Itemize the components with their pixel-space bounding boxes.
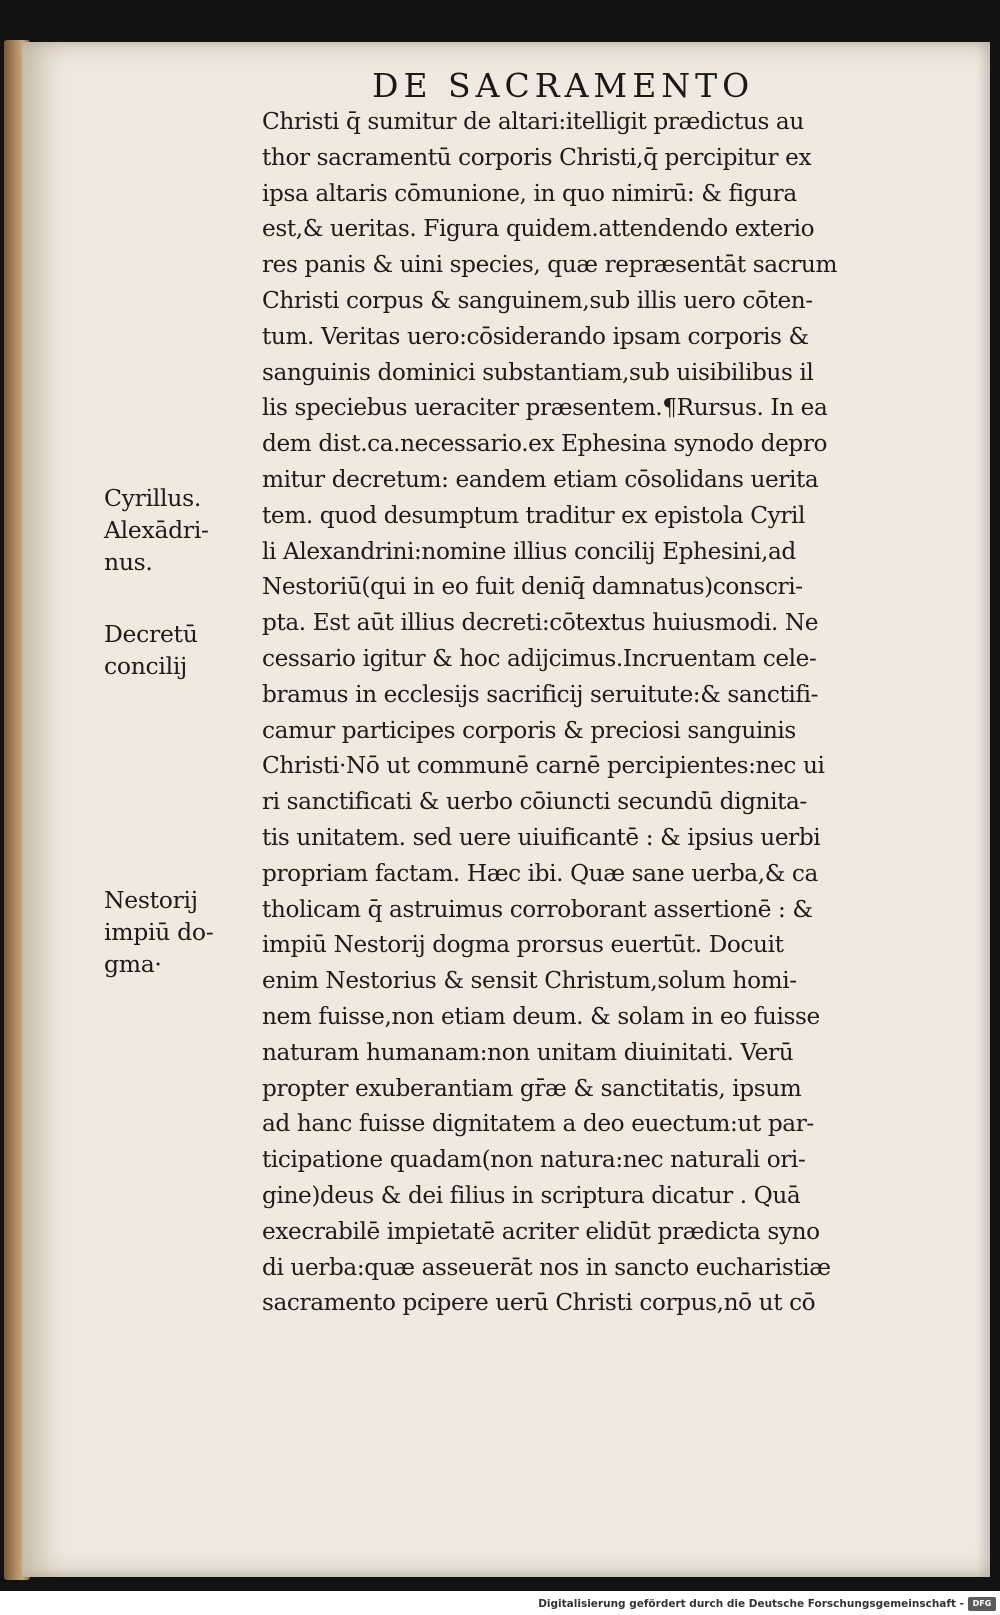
- text-line: res panis & uini species, quæ repræsentāt sacrum: [262, 251, 838, 279]
- text-line: bramus in ecclesijs sacrificij seruitute:& sanctifi-: [262, 680, 819, 708]
- margin-note-nestorius: [104, 884, 254, 980]
- margin-note-line: Alexādri-: [104, 516, 209, 544]
- margin-note-line: Cyrillus.: [104, 484, 202, 512]
- margin-note-decretum: [104, 618, 254, 682]
- text-line: gine)deus & dei filius in scriptura dicatur . Quā: [262, 1181, 801, 1209]
- text-line: cessario igitur & hoc adijcimus.Incruentam cele-: [262, 644, 817, 672]
- text-line: di uerba:quæ asseuerāt nos in sancto eucharistiæ: [262, 1253, 831, 1281]
- running-head: DE SACRAMENTO: [372, 66, 755, 105]
- text-line: camur participes corporis & preciosi sanguinis: [262, 716, 796, 744]
- text-line: ticipatione quadam(non natura:nec naturali ori-: [262, 1146, 806, 1174]
- text-line: tem. quod desumptum traditur ex epistola Cyril: [262, 501, 806, 529]
- text-line: ipsa altaris cōmunione, in quo nimirū: & figura: [262, 179, 797, 207]
- margin-note-line: gma·: [104, 950, 162, 978]
- text-line: dem dist.ca.necessario.ex Ephesina synodo depro: [262, 430, 828, 458]
- text-line: tis unitatem. sed uere uiuificantē : & ipsius uerbi: [262, 823, 821, 851]
- text-line: pta. Est aūt illius decreti:cōtextus huiusmodi. Ne: [262, 609, 819, 637]
- text-line: propriam factam. Hæc ibi. Quæ sane uerba,& ca: [262, 859, 818, 887]
- text-line: est,& ueritas. Figura quidem.attendendo exterio: [262, 215, 815, 243]
- margin-note-line: impiū do-: [104, 918, 214, 946]
- margin-note-line: Decretū: [104, 620, 198, 648]
- text-line: lis speciebus ueraciter præsentem.¶Rursus. In ea: [262, 394, 828, 422]
- text-line: mitur decretum: eandem etiam cōsolidans uerita: [262, 465, 819, 493]
- dfg-logo: DFG: [968, 1597, 996, 1611]
- text-line: ri sanctificati & uerbo cōiuncti secundū dignita-: [262, 788, 807, 816]
- text-line: tum. Veritas uero:cōsiderando ipsam corporis &: [262, 322, 809, 350]
- footer-credit: Digitalisierung gefördert durch die Deutsche Forschungsgemeinschaft -: [538, 1598, 964, 1610]
- text-line: sanguinis dominici substantiam,sub uisibilibus il: [262, 358, 814, 386]
- text-line: propter exuberantiam gr̄æ & sanctitatis, ipsum: [262, 1074, 802, 1102]
- margin-note-line: nus.: [104, 548, 153, 576]
- text-line: ad hanc fuisse dignitatem a deo euectum:ut par-: [262, 1110, 814, 1138]
- margin-note-cyrillus: [104, 482, 254, 578]
- text-line: thor sacramentū corporis Christi,q̄ percipitur ex: [262, 143, 812, 171]
- margin-note-line: Nestorij: [104, 886, 198, 914]
- text-line: impiū Nestorij dogma prorsus euertūt. Docuit: [262, 931, 784, 959]
- text-line: tholicam q̄ astruimus corroborant assertionē : &: [262, 895, 813, 923]
- body-text-block: [262, 104, 962, 1321]
- text-line: Nestoriū(qui in eo fuit deniq̄ damnatus)conscri-: [262, 573, 803, 601]
- text-line: execrabilē impietatē acriter elidūt prædicta syno: [262, 1217, 820, 1245]
- footer-bar: [0, 1591, 1000, 1615]
- text-line: Christi·Nō ut communē carnē percipientes:nec ui: [262, 752, 825, 780]
- text-line: nem fuisse,non etiam deum. & solam in eo fuisse: [262, 1002, 820, 1030]
- text-line: sacramento pcipere uerū Christi corpus,nō ut cō: [262, 1289, 816, 1317]
- text-line: Christi corpus & sanguinem,sub illis uero cōten-: [262, 286, 813, 314]
- text-line: Christi q̄ sumitur de altari:itelligit prædictus au: [262, 108, 804, 135]
- bleed-through-text: [110, 790, 117, 815]
- text-line: enim Nestorius & sensit Christum,solum homi-: [262, 967, 797, 995]
- text-line: li Alexandrini:nomine illius concilij Ephesini,ad: [262, 537, 796, 565]
- margin-note-line: concilij: [104, 652, 188, 680]
- text-line: naturam humanam:non unitam diuinitati. Verū: [262, 1038, 794, 1066]
